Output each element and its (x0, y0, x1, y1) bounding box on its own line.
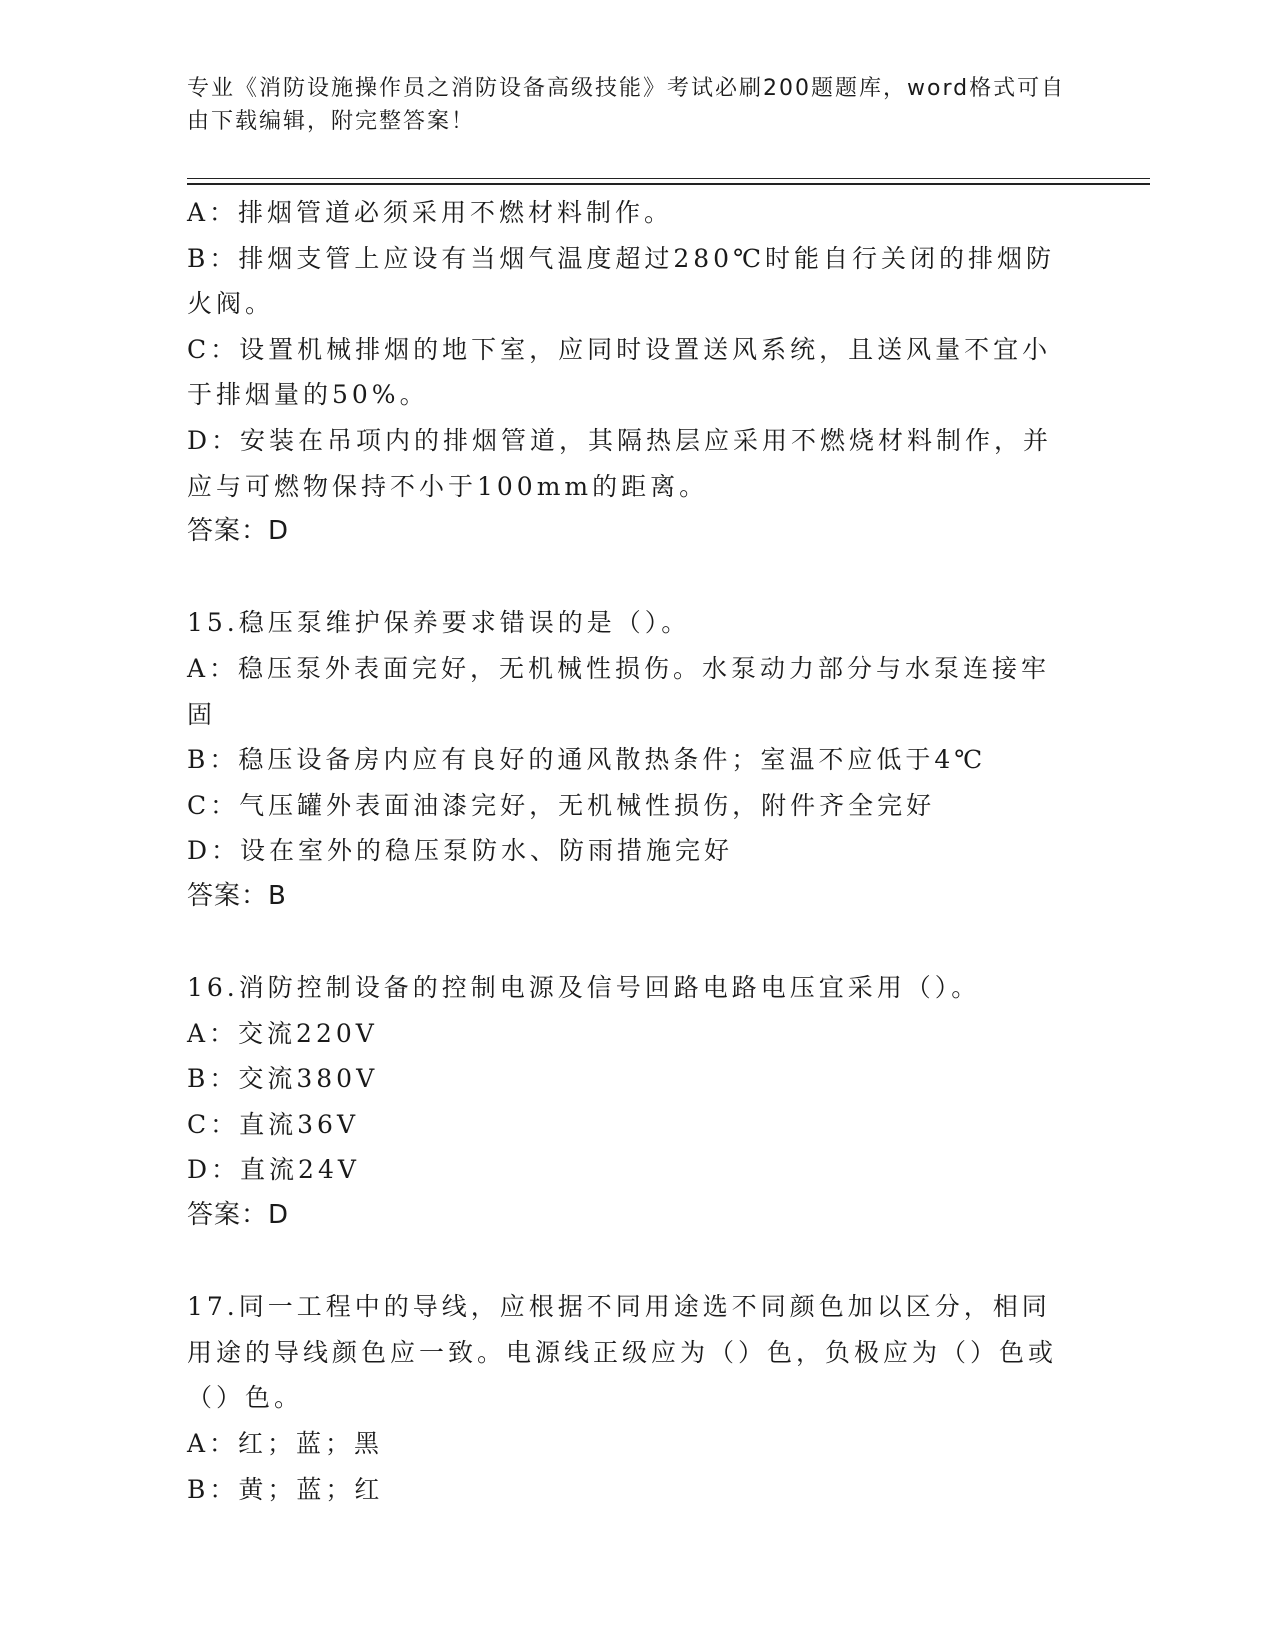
option-c: C：直流36V (187, 1109, 359, 1139)
document-body (187, 190, 1067, 1512)
question-16-block (187, 965, 1067, 1239)
question-stem: 17.同一工程中的导线，应根据不同用途选不同颜色加以区分，相同用途的导线颜色应一致。电源线正级应为（）色，负极应为（）色或（）色。 (187, 1292, 1058, 1413)
answer-line: 答案：B (187, 880, 287, 911)
question-14-block (187, 190, 1067, 555)
header-rule-thick (187, 183, 1150, 185)
option-b: B：黄；蓝；红 (187, 1474, 384, 1504)
option-b: B：稳压设备房内应有良好的通风散热条件；室温不应低于4℃ (187, 745, 987, 775)
option-b: B：排烟支管上应设有当烟气温度超过280℃时能自行关闭的排烟防火阀。 (187, 243, 1056, 319)
question-15-block (187, 600, 1067, 919)
question-stem: 15.稳压泵维护保养要求错误的是（）。 (187, 608, 691, 638)
option-b: B：交流380V (187, 1064, 379, 1094)
option-a: A：交流220V (187, 1018, 378, 1048)
question-17-block (187, 1284, 1067, 1512)
option-c: C：设置机械排烟的地下室，应同时设置送风系统，且送风量不宜小于排烟量的50%。 (187, 334, 1052, 410)
option-d: D：安装在吊项内的排烟管道，其隔热层应采用不燃烧材料制作，并应与可燃物保持不小于100mm的距离。 (187, 425, 1053, 501)
header-rule-thin (187, 178, 1150, 179)
answer-line: 答案：D (187, 516, 290, 547)
option-d: D：直流24V (187, 1155, 360, 1185)
option-a: A：稳压泵外表面完好，无机械性损伤。水泵动力部分与水泵连接牢固 (187, 653, 1051, 729)
option-c: C：气压罐外表面油漆完好，无机械性损伤，附件齐全完好 (187, 790, 936, 820)
option-a: A：红；蓝；黑 (187, 1429, 384, 1459)
question-stem: 16.消防控制设备的控制电源及信号回路电路电压宜采用（）。 (187, 973, 981, 1003)
document-header: 专业《消防设施操作员之消防设备高级技能》考试必刷200题题库，word格式可自由下载编辑，附完整答案！ (187, 76, 1066, 134)
answer-line: 答案：D (187, 1200, 290, 1231)
option-a: A：排烟管道必须采用不燃材料制作。 (187, 198, 674, 227)
option-d: D：设在室外的稳压泵防水、防雨措施完好 (187, 836, 734, 866)
